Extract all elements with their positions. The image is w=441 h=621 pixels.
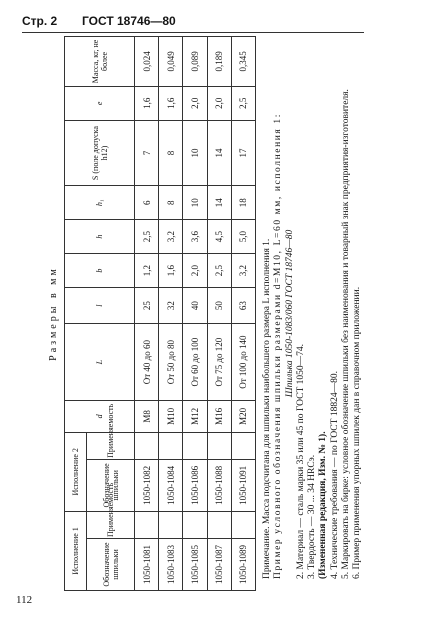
gost-title: ГОСТ 18746—80 <box>82 14 176 28</box>
cell-b: 2,5 <box>207 254 231 288</box>
cell-l: 63 <box>231 288 255 324</box>
cell-designation2: 1050-1084 <box>159 459 183 511</box>
spec-table <box>64 36 256 591</box>
cell-s: 7 <box>135 120 159 186</box>
cell-e: 2,0 <box>183 86 207 120</box>
table-title: Размеры в мм <box>48 266 59 361</box>
page-label: Стр. 2 <box>22 14 58 28</box>
cell-e: 1,6 <box>159 86 183 120</box>
cell-designation1: 1050-1085 <box>183 539 207 591</box>
cell-s: 14 <box>207 120 231 186</box>
cell-b: 1,2 <box>135 254 159 288</box>
cell-d: M12 <box>183 401 207 433</box>
cell-l: 40 <box>183 288 207 324</box>
header-applicability-2: Применяемость <box>87 432 135 459</box>
header-isp2: Исполнение 2 <box>65 432 87 511</box>
table-row <box>135 37 159 591</box>
header-h: h <box>65 220 135 254</box>
cell-applicability <box>207 511 231 538</box>
cell-h: 4,5 <box>207 220 231 254</box>
header-s: S (поле допуска h12) <box>65 120 135 186</box>
notes-block <box>262 36 364 591</box>
cell-applicability <box>159 432 183 459</box>
cell-s: 10 <box>183 120 207 186</box>
table-row <box>183 37 207 591</box>
cell-applicability <box>207 432 231 459</box>
header-h1: h₁ <box>65 186 135 220</box>
cell-designation2: 1050-1082 <box>135 459 159 511</box>
cell-designation1: 1050-1083 <box>159 539 183 591</box>
cell-L: От 60 до 100 <box>183 324 207 401</box>
header-designation-2: Обозначение шпильки <box>87 459 135 511</box>
cell-applicability <box>231 511 255 538</box>
header-isp1: Исполнение 1 <box>65 511 87 590</box>
cell-applicability <box>183 511 207 538</box>
cell-mass: 0,024 <box>135 37 159 87</box>
cell-designation1: 1050-1089 <box>231 539 255 591</box>
table-row <box>207 37 231 591</box>
cell-designation2: 1050-1088 <box>207 459 231 511</box>
cell-b: 3,2 <box>231 254 255 288</box>
header-b: b <box>65 254 135 288</box>
cell-d: M8 <box>135 401 159 433</box>
header-rule <box>22 32 364 33</box>
cell-h: 5,0 <box>231 220 255 254</box>
cell-L: От 50 до 80 <box>159 324 183 401</box>
note-changed: (Измененная редакция, Изм. № 1). <box>318 431 329 579</box>
note-item-3: 3. Твердость — 30 ... 34 HRCэ. <box>307 454 318 579</box>
cell-applicability <box>183 432 207 459</box>
spec-table-wrap <box>64 36 256 591</box>
header-mass: Масса, кг, не более <box>65 37 135 87</box>
cell-applicability <box>135 511 159 538</box>
cell-L: От 100 до 140 <box>231 324 255 401</box>
cell-e: 1,6 <box>135 86 159 120</box>
note-example-intro: Пример условного обозначения шпильки размерами d=M10, L=60 мм, исполнения 1: <box>273 113 284 579</box>
cell-l: 25 <box>135 288 159 324</box>
cell-e: 2,0 <box>207 86 231 120</box>
page-number: 112 <box>16 594 33 606</box>
cell-designation1: 1050-1087 <box>207 539 231 591</box>
cell-L: От 75 до 120 <box>207 324 231 401</box>
cell-h: 3,2 <box>159 220 183 254</box>
note-primechanie: Примечание. Масса подсчитана для шпильки наибольшего размера L исполнения 1. <box>262 238 272 579</box>
rotated-content <box>48 36 386 591</box>
cell-h1: 6 <box>135 186 159 220</box>
cell-b: 2,0 <box>183 254 207 288</box>
cell-h: 3,6 <box>183 220 207 254</box>
header-d: d <box>65 401 135 433</box>
cell-l: 32 <box>159 288 183 324</box>
cell-l: 50 <box>207 288 231 324</box>
note-item-2: 2. Материал — сталь марки 35 или 45 по ГОСТ 1050—74. <box>295 344 306 579</box>
cell-designation2: 1050-1091 <box>231 459 255 511</box>
header-applicability-1: Применяемость <box>87 511 135 538</box>
cell-applicability <box>135 432 159 459</box>
cell-mass: 0,049 <box>159 37 183 87</box>
note-item-4: 4. Технические требования — по ГОСТ 18824—80. <box>329 371 340 579</box>
cell-s: 17 <box>231 120 255 186</box>
cell-b: 1,6 <box>159 254 183 288</box>
page-header <box>22 12 422 34</box>
cell-s: 8 <box>159 120 183 186</box>
header-L: L <box>65 324 135 401</box>
cell-mass: 0,189 <box>207 37 231 87</box>
cell-h1: 10 <box>183 186 207 220</box>
cell-h1: 18 <box>231 186 255 220</box>
spec-table-body <box>135 37 256 591</box>
cell-h: 2,5 <box>135 220 159 254</box>
cell-h1: 8 <box>159 186 183 220</box>
cell-L: От 40 до 60 <box>135 324 159 401</box>
header-l: l <box>65 288 135 324</box>
table-row <box>159 37 183 591</box>
note-example: Шпилька 1050-1083/060 ГОСТ 18746—80 <box>284 229 295 398</box>
cell-d: M16 <box>207 401 231 433</box>
cell-applicability <box>231 432 255 459</box>
cell-e: 2,5 <box>231 86 255 120</box>
cell-mass: 0,089 <box>183 37 207 87</box>
note-item-6: 6. Пример применения упорных шпилек дан в справочном приложении. <box>352 286 363 579</box>
note-item-5: 5. Маркировать на бирке: условное обозначение шпильки без наименования и товарный знак предприятия-изготовителя. <box>341 89 352 579</box>
header-e: e <box>65 86 135 120</box>
cell-applicability <box>159 511 183 538</box>
cell-d: M20 <box>231 401 255 433</box>
cell-h1: 14 <box>207 186 231 220</box>
table-row <box>231 37 255 591</box>
cell-designation2: 1050-1086 <box>183 459 207 511</box>
cell-mass: 0,345 <box>231 37 255 87</box>
cell-d: M10 <box>159 401 183 433</box>
cell-designation1: 1050-1081 <box>135 539 159 591</box>
header-designation-1: Обозначение шпильки <box>87 539 135 591</box>
